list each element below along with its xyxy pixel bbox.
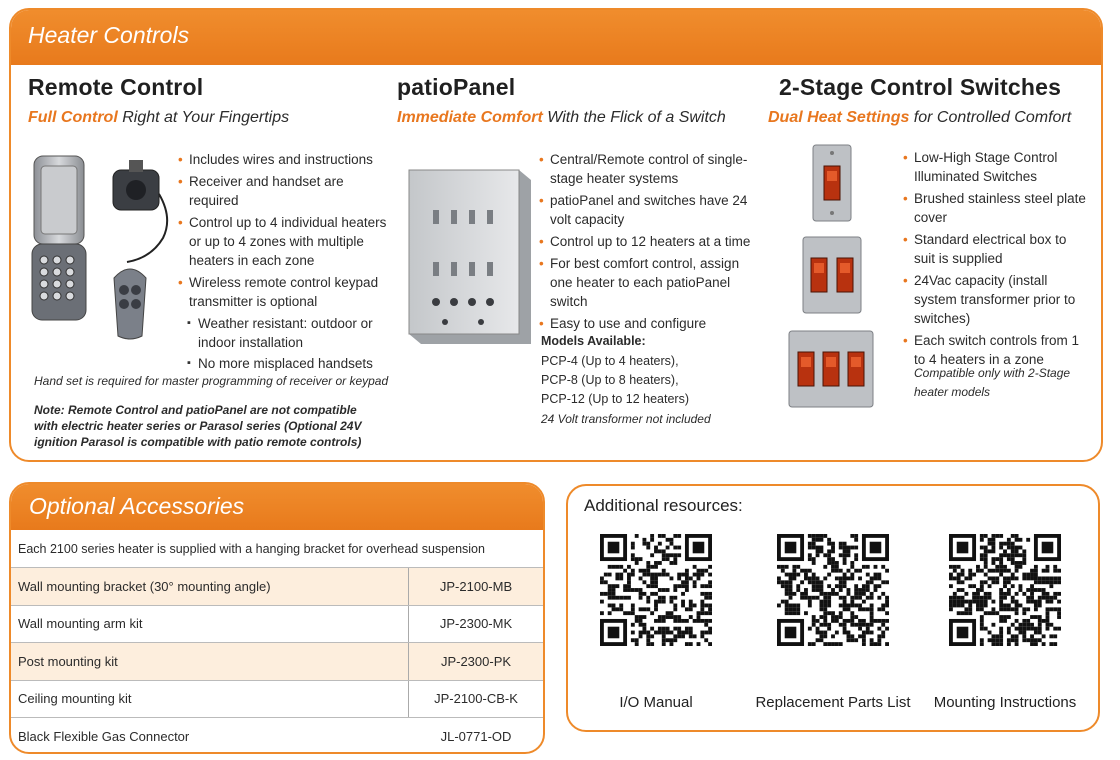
compatibility-note: Note: Remote Control and patioPanel are not compatible with electric heater series or Parasol series (Optional 24V ignition Parasol is compatible with patio remote controls) [34,403,362,449]
accessories-header: Optional Accessories [11,484,543,530]
list-item: ▪ No more misplaced handsets [178,354,390,373]
transformer-note: 24 Volt transformer not included [541,412,711,426]
list-item: • Receiver and handset are required [178,172,390,210]
table-row [11,718,543,754]
qr-code-icon[interactable] [949,534,1061,646]
heater-controls-panel [9,8,1103,462]
qr-label-parts-list[interactable]: Replacement Parts List [755,694,911,711]
accessory-code: JP-2100-CB-K [434,691,518,707]
accessory-name: Wall mounting arm kit [11,606,409,643]
switches-section [768,74,1098,399]
list-item: • Control up to 4 individual heaters or up to 4 zones with multiple heaters in each zone [178,213,390,270]
single-switch-plate-image [812,144,852,222]
list-item: • Easy to use and configure [539,314,751,333]
list-item: • patioPanel and switches have 24 volt capacity [539,191,751,229]
list-item: • For best comfort control, assign one heater to each patioPanel switch [539,254,751,311]
handset-image [30,154,90,326]
accessory-name: Post mounting kit [11,643,409,680]
patiopanel-subtitle: Immediate Comfort With the Flick of a Switch [397,109,726,126]
accessory-code: JP-2300-PK [440,653,512,669]
accessories-note: Each 2100 series heater is supplied with a hanging bracket for overhead suspension [11,530,543,568]
switches-heading: 2-Stage Control Switches [779,74,1062,100]
list-item: • Wireless remote control keypad transmitter is optional [178,273,390,311]
table-row [11,606,543,644]
models-list [541,352,689,409]
qr-label-io-manual[interactable]: I/O Manual [619,694,693,711]
heater-controls-header: Heater Controls [11,10,1101,65]
patiopanel-image [403,166,535,348]
remote-control-section [28,74,389,449]
list-item: PCP-12 (Up to 12 heaters) [541,392,689,406]
switches-compat-note: Compatible only with 2-Stage heater models [914,366,1071,399]
resources-title: Additional resources: [584,496,743,515]
remote-control-heading: Remote Control [28,74,204,100]
patiopanel-heading: patioPanel [397,74,516,100]
list-item: • Central/Remote control of single-stage heater systems [539,150,751,188]
models-heading: Models Available: [541,334,646,348]
accessory-code: JL-0771-OD [440,729,512,745]
qr-code-icon[interactable] [777,534,889,646]
list-item: • 24Vac capacity (install system transformer prior to switches) [903,271,1088,328]
list-item: • Low-High Stage Control Illuminated Switches [903,148,1088,186]
double-switch-plate-image [802,236,862,314]
qr-code-icon[interactable] [600,534,712,646]
triple-switch-plate-image [788,330,874,408]
remote-feature-list [178,150,390,375]
patiopanel-feature-list [539,150,751,336]
accessory-code: JP-2100-MB [439,578,513,594]
resources-panel [566,484,1100,732]
switches-subtitle: Dual Heat Settings for Controlled Comfort [768,109,1072,126]
list-item: • Standard electrical box to suit is supplied [903,230,1088,268]
list-item: • Each switch controls from 1 to 4 heaters in a zone [903,331,1088,369]
keyfob-image [108,260,152,342]
list-item: • Control up to 12 heaters at a time [539,232,751,251]
list-item: • Brushed stainless steel plate cover [903,189,1088,227]
table-row [11,643,543,681]
qr-label-mounting-instructions[interactable]: Mounting Instructions [933,694,1077,711]
list-item: • Includes wires and instructions [178,150,390,169]
table-row [11,568,543,606]
accessories-panel [9,482,545,754]
list-item: PCP-4 (Up to 4 heaters), [541,354,679,368]
patiopanel-section [397,74,751,426]
accessory-code: JP-2300-MK [439,616,513,632]
list-item: ▪ Weather resistant: outdoor or indoor installation [178,314,390,352]
accessory-name: Wall mounting bracket (30° mounting angle) [11,568,409,605]
accessory-name: Black Flexible Gas Connector [18,729,190,745]
switches-feature-list [903,148,1088,372]
remote-control-subtitle: Full Control Right at Your Fingertips [28,109,290,126]
table-row [11,681,543,719]
handset-note: Hand set is required for master programming of receiver or keypad [34,374,389,388]
list-item: PCP-8 (Up to 8 heaters), [541,373,679,387]
accessory-name: Ceiling mounting kit [11,681,409,718]
